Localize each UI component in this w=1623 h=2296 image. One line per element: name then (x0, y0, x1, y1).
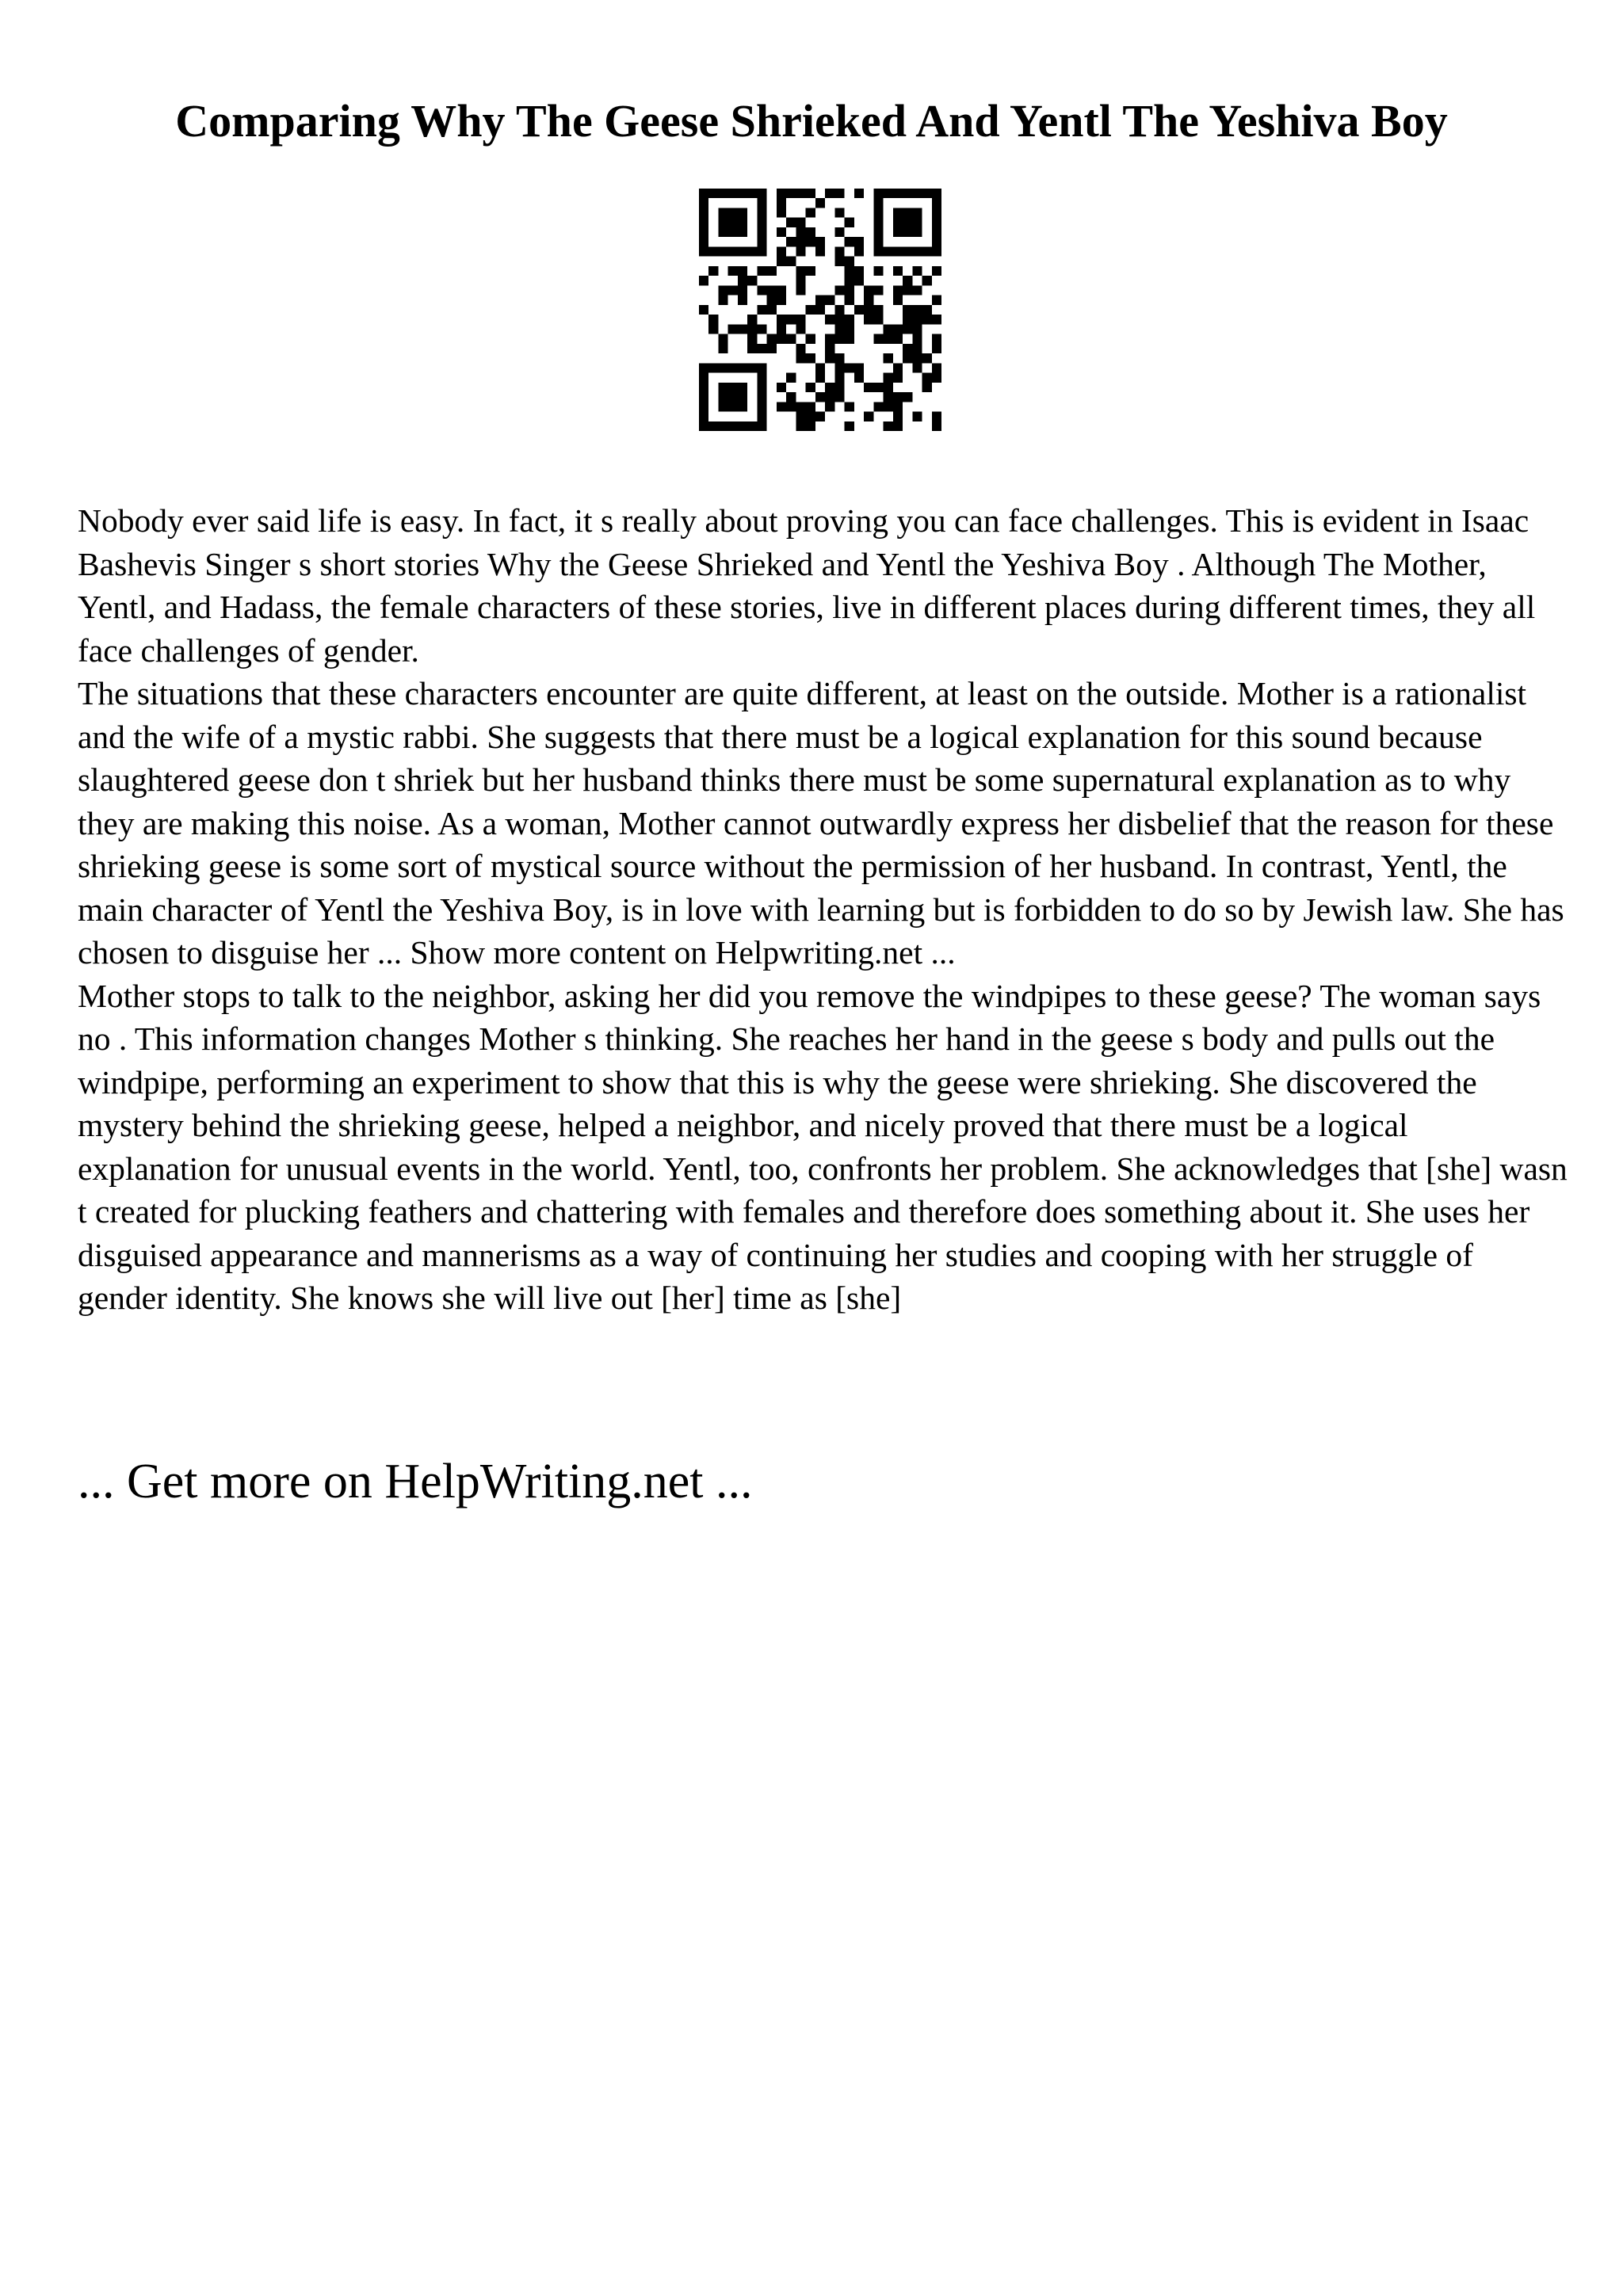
page-title: Comparing Why The Geese Shrieked And Yentl The Yeshiva Boy (175, 95, 1448, 147)
qr-code-icon (699, 189, 941, 431)
paragraph-2: The situations that these characters encounter are quite different, at least on the outside. Mother is a rationalist and the wife of a mystic rabbi. She suggests that there must be a logical explanation for this sound because slaughtered geese don t shriek but her husband thinks there must be some supernatural explanation as to why they are making this noise. As a woman, Mother cannot outwardly express her disbelief that the reason for these shrieking geese is some sort of mystical source without the permission of her husband. In contrast, Yentl, the main character of Yentl the Yeshiva Boy, is in love with learning but is forbidden to do so by Jewish law. She has chosen to disguise her ... Show more content on Helpwriting.net ... (78, 675, 1564, 971)
get-more-link[interactable]: ... Get more on HelpWriting.net ... (78, 1455, 753, 1508)
paragraph-1: Nobody ever said life is easy. In fact, it s really about proving you can face challenges. This is evident in Isaac Bashevis Singer s short stories Why the Geese Shrieked and Yentl the Yeshiva Boy . Although The Mother, Yentl, and Hadass, the female characters of these stories, live in different places during different times, they all face challenges of gender. (78, 502, 1536, 669)
qr-code-graphic (699, 189, 941, 431)
article-body (78, 499, 1568, 1320)
paragraph-3: Mother stops to talk to the neighbor, asking her did you remove the windpipes to these geese? The woman says no . This information changes Mother s thinking. She reaches her hand in the geese s body and pulls out the windpipe, performing an experiment to show that this is why the geese were shrieking. She discovered the mystery behind the shrieking geese, helped a neighbor, and nicely proved that there must be a logical explanation for unusual events in the world. Yentl, too, confronts her problem. She acknowledges that [she] wasn t created for plucking feathers and chattering with females and therefore does something about it. She uses her disguised appearance and mannerisms as a way of continuing her studies and cooping with her struggle of gender identity. She knows she will live out [her] time as [she] (78, 977, 1568, 1316)
